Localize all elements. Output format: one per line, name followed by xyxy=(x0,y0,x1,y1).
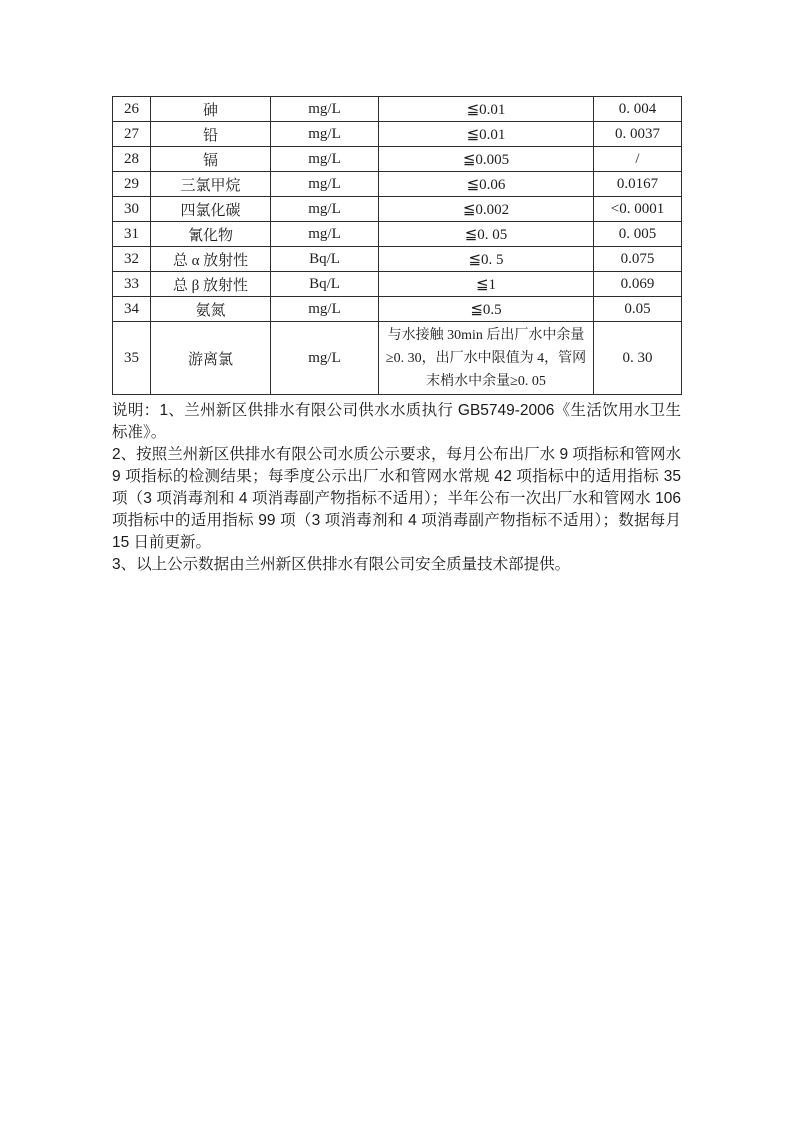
limit-cell: ≦1 xyxy=(379,272,594,297)
value-cell: 0.069 xyxy=(594,272,682,297)
limit-cell: ≦0.01 xyxy=(379,122,594,147)
unit-cell: mg/L xyxy=(271,197,379,222)
value-cell: 0. 004 xyxy=(594,97,682,122)
indicator-name-cell: 氰化物 xyxy=(151,222,271,247)
notes-section xyxy=(112,400,681,576)
table-row xyxy=(113,272,682,297)
limit-cell: ≦0.06 xyxy=(379,172,594,197)
unit-cell: mg/L xyxy=(271,222,379,247)
table-row xyxy=(113,122,682,147)
value-cell: 0.075 xyxy=(594,247,682,272)
table-row xyxy=(113,222,682,247)
row-number-cell: 33 xyxy=(113,272,151,297)
indicator-name-cell: 砷 xyxy=(151,97,271,122)
unit-cell: mg/L xyxy=(271,322,379,395)
unit-cell: mg/L xyxy=(271,297,379,322)
limit-cell: ≦0.002 xyxy=(379,197,594,222)
value-cell: 0.0167 xyxy=(594,172,682,197)
row-number-cell: 29 xyxy=(113,172,151,197)
indicator-name-cell: 游离氯 xyxy=(151,322,271,395)
water-quality-table xyxy=(112,96,682,395)
indicator-name-cell: 铅 xyxy=(151,122,271,147)
row-number-cell: 31 xyxy=(113,222,151,247)
value-cell: / xyxy=(594,147,682,172)
indicator-name-cell: 三氯甲烷 xyxy=(151,172,271,197)
unit-cell: mg/L xyxy=(271,122,379,147)
table-row xyxy=(113,147,682,172)
row-number-cell: 28 xyxy=(113,147,151,172)
limit-cell: ≦0.5 xyxy=(379,297,594,322)
row-number-cell: 35 xyxy=(113,322,151,395)
value-cell: 0. 005 xyxy=(594,222,682,247)
row-number-cell: 34 xyxy=(113,297,151,322)
value-cell: <0. 0001 xyxy=(594,197,682,222)
indicator-name-cell: 四氯化碳 xyxy=(151,197,271,222)
row-number-cell: 30 xyxy=(113,197,151,222)
document-content xyxy=(112,96,681,576)
unit-cell: mg/L xyxy=(271,97,379,122)
row-number-cell: 27 xyxy=(113,122,151,147)
unit-cell: mg/L xyxy=(271,172,379,197)
table-row xyxy=(113,247,682,272)
table-row xyxy=(113,97,682,122)
value-cell: 0.05 xyxy=(594,297,682,322)
limit-cell: ≦0.005 xyxy=(379,147,594,172)
unit-cell: Bq/L xyxy=(271,247,379,272)
limit-cell: ≦0.01 xyxy=(379,97,594,122)
indicator-name-cell: 总 β 放射性 xyxy=(151,272,271,297)
indicator-name-cell: 氨氮 xyxy=(151,297,271,322)
value-cell: 0. 0037 xyxy=(594,122,682,147)
table-row xyxy=(113,172,682,197)
limit-cell: ≦0. 05 xyxy=(379,222,594,247)
value-cell: 0. 30 xyxy=(594,322,682,395)
note-paragraph-3: 3、以上公示数据由兰州新区供排水有限公司安全质量技术部提供。 xyxy=(112,556,571,573)
row-number-cell: 32 xyxy=(113,247,151,272)
note-paragraph-2: 2、按照兰州新区供排水有限公司水质公示要求，每月公布出厂水 9 项指标和管网水 9 项指标的检测结果；每季度公示出厂水和管网水常规 42 项指标中的适用指标 35 项（3 项消毒剂和 4 项消毒副产物指标不适用）；半年公布一次出厂水和管网水 106 项指标中的适用指标 99 项（3 项消毒剂和 4 项消毒副产物指标不适用）；数据每月 15 日前更新。 xyxy=(112,446,681,551)
indicator-name-cell: 镉 xyxy=(151,147,271,172)
limit-cell: ≦0. 5 xyxy=(379,247,594,272)
table-row xyxy=(113,322,682,395)
limit-cell: 与水接触 30min 后出厂水中余量≥0. 30，出厂水中限值为 4，管网末梢水中余量≥0. 05 xyxy=(379,322,594,395)
indicator-name-cell: 总 α 放射性 xyxy=(151,247,271,272)
unit-cell: Bq/L xyxy=(271,272,379,297)
table-row xyxy=(113,297,682,322)
note-paragraph-1: 说明：1、兰州新区供排水有限公司供水水质执行 GB5749-2006《生活饮用水卫生标准》。 xyxy=(112,402,681,441)
unit-cell: mg/L xyxy=(271,147,379,172)
row-number-cell: 26 xyxy=(113,97,151,122)
table-row xyxy=(113,197,682,222)
